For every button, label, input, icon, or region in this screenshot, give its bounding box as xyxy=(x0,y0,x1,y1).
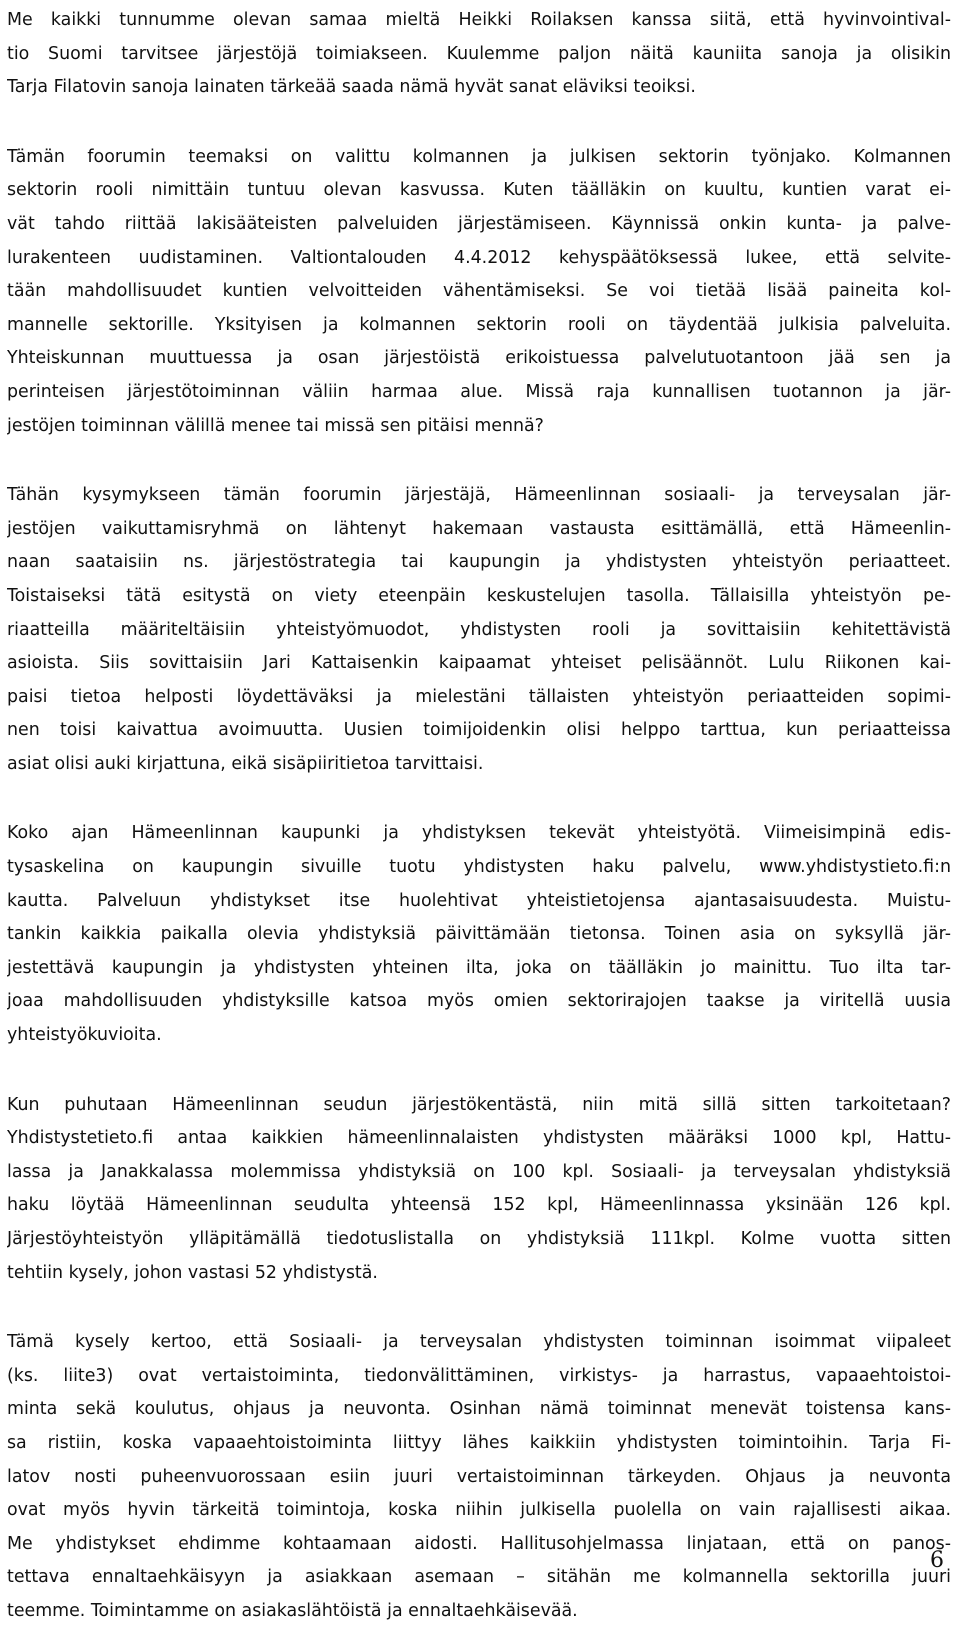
text-line: minta sekä koulutus, ohjaus ja neuvonta. Osinhan nämä toiminnat menevät toistensa kans- xyxy=(7,1399,951,1420)
text-line: teemme. Toimintamme on asiakaslähtöistä ja ennaltaehkäisevää. xyxy=(7,1600,578,1621)
text-line: tysaskelina on kaupungin sivuille tuotu yhdistysten haku palvelu, www.yhdistystieto.fi:n xyxy=(7,857,951,878)
text-line: lurakenteen uudistaminen. Valtiontalouden 4.4.2012 kehyspäätöksessä lukee, että selvite- xyxy=(7,247,951,268)
paragraph-2 xyxy=(7,141,951,443)
text-line: naan saataisiin ns. järjestöstrategia tai kaupungin ja yhdistysten yhteistyön periaatteet. xyxy=(7,552,951,573)
text-line: jestettävä kaupungin ja yhdistysten yhteinen ilta, joka on täälläkin jo mainittu. Tuo ilta tar- xyxy=(7,957,951,978)
document-page xyxy=(7,0,951,1629)
text-line: Me kaikki tunnumme olevan samaa mieltä Heikki Roilaksen kanssa siitä, että hyvinvointival- xyxy=(7,10,951,30)
text-line: haku löytää Hämeenlinnan seudulta yhteensä 152 kpl, Hämeenlinnassa yksinään 126 kpl. xyxy=(7,1195,951,1216)
text-line: (ks. liite3) ovat vertaistoiminta, tiedonvälittäminen, virkistys- ja harrastus, vapaaehtoistoi- xyxy=(7,1365,951,1386)
paragraph-6 xyxy=(7,1326,951,1628)
paragraph-1 xyxy=(7,0,951,105)
text-line: asiat olisi auki kirjattuna, eikä sisäpiiritietoa tarvittaisi. xyxy=(7,753,484,774)
text-line: tään mahdollisuudet kuntien velvoitteiden vähentämiseksi. Se voi tietää lisää paineita kol- xyxy=(7,281,951,302)
text-line: lassa ja Janakkalassa molemmissa yhdistyksiä on 100 kpl. Sosiaali- ja terveysalan yhdistyksiä xyxy=(7,1161,951,1182)
text-line: asioista. Siis sovittaisiin Jari Kattaisenkin kaipaamat yhteiset pelisäännöt. Lulu Riikonen kai- xyxy=(7,653,951,674)
text-line: Tämän foorumin teemaksi on valittu kolmannen ja julkisen sektorin työnjako. Kolmannen xyxy=(7,146,951,167)
text-line: joaa mahdollisuuden yhdistyksille katsoa myös omien sektorirajojen taakse ja viritellä uusia xyxy=(7,991,951,1012)
text-line: yhteistyökuvioita. xyxy=(7,1025,162,1046)
text-line: riaatteilla määriteltäisiin yhteistyömuodot, yhdistysten rooli ja sovittaisiin kehitettävistä xyxy=(7,619,951,640)
text-line: jestöjen toiminnan välillä menee tai missä sen pitäisi mennä? xyxy=(7,415,544,436)
text-line: Järjestöyhteistyön ylläpitämällä tiedotuslistalla on yhdistyksiä 111kpl. Kolme vuotta sitten xyxy=(7,1229,951,1249)
text-line: perinteisen järjestötoiminnan väliin harmaa alue. Missä raja kunnallisen tuotannon ja jär- xyxy=(7,381,951,402)
text-line: Tarja Filatovin sanoja lainaten tärkeää saada nämä hyvät sanat eläviksi teoiksi. xyxy=(7,77,696,98)
text-line: tio Suomi tarvitsee järjestöjä toimiakseen. Kuulemme paljon näitä kauniita sanoja ja olisikin xyxy=(7,43,951,64)
text-line: Yhteiskunnan muuttuessa ja osan järjestöistä erikoistuessa palvelutuotantoon jää sen ja xyxy=(7,348,951,369)
text-line: nen toisi kaivattua avoimuutta. Uusien toimijoidenkin olisi helppo tarttua, kun periaatteissa xyxy=(7,720,951,741)
paragraph-5 xyxy=(7,1089,951,1291)
text-line: mannelle sektorille. Yksityisen ja kolmannen sektorin rooli on täydentää julkisia palveluita. xyxy=(7,314,951,335)
paragraph-3 xyxy=(7,479,951,781)
text-line: jestöjen vaikuttamisryhmä on lähtenyt hakemaan vastausta esittämällä, että Hämeenlin- xyxy=(7,518,951,539)
page-number: 6 xyxy=(930,1548,944,1573)
paragraph-4 xyxy=(7,817,951,1052)
text-line: tankin kaikkia paikalla olevia yhdistyksiä päivittämään tietonsa. Toinen asia on syksyllä jär- xyxy=(7,924,951,945)
text-line: kautta. Palveluun yhdistykset itse huolehtivat yhteistietojensa ajantasaisuudesta. Muistu- xyxy=(7,890,951,911)
text-line: Toistaiseksi tätä esitystä on viety eteenpäin keskustelujen tasolla. Tällaisilla yhteistyön pe- xyxy=(7,585,951,606)
text-line: tettava ennaltaehkäisyyn ja asiakkaan asemaan – sitähän me kolmannella sektorilla juuri xyxy=(7,1567,951,1588)
text-line: Tämä kysely kertoo, että Sosiaali- ja terveysalan yhdistysten toiminnan isoimmat viipaleet xyxy=(7,1332,951,1353)
text-line: Koko ajan Hämeenlinnan kaupunki ja yhdistyksen tekevät yhteistyötä. Viimeisimpinä edis- xyxy=(7,823,951,844)
text-line: Kun puhutaan Hämeenlinnan seudun järjestökentästä, niin mitä sillä sitten tarkoitetaan? xyxy=(7,1094,951,1115)
text-line: ovat myös hyvin tärkeitä toimintoja, koska niihin julkisella puolella on vain rajallisesti aikaa. xyxy=(7,1500,951,1521)
text-line: vät tahdo riittää lakisääteisten palveluiden järjestämiseen. Käynnissä onkin kunta- ja palve- xyxy=(7,213,951,234)
text-line: Tähän kysymykseen tämän foorumin järjestäjä, Hämeenlinnan sosiaali- ja terveysalan jär- xyxy=(7,485,951,506)
text-line: latov nosti puheenvuorossaan esiin juuri vertaistoiminnan tärkeyden. Ohjaus ja neuvonta xyxy=(7,1466,951,1487)
text-line: sa ristiin, koska vapaaehtoistoiminta liittyy lähes kaikkiin yhdistysten toimintoihin. Tarja Fi- xyxy=(7,1432,951,1453)
text-line: sektorin rooli nimittäin tuntuu olevan kasvussa. Kuten täälläkin on kuultu, kuntien varat ei- xyxy=(7,180,951,201)
text-line: Me yhdistykset ehdimme kohtaamaan aidosti. Hallitusohjelmassa linjataan, että on panos- xyxy=(7,1533,951,1554)
text-line: tehtiin kysely, johon vastasi 52 yhdistystä. xyxy=(7,1262,378,1283)
text-line: paisi tietoa helposti löydettäväksi ja mielestäni tällaisten yhteistyön periaatteiden sopimi- xyxy=(7,686,951,707)
text-line: Yhdistystetieto.fi antaa kaikkien hämeenlinnalaisten yhdistysten määräksi 1000 kpl, Hattu- xyxy=(7,1128,951,1149)
